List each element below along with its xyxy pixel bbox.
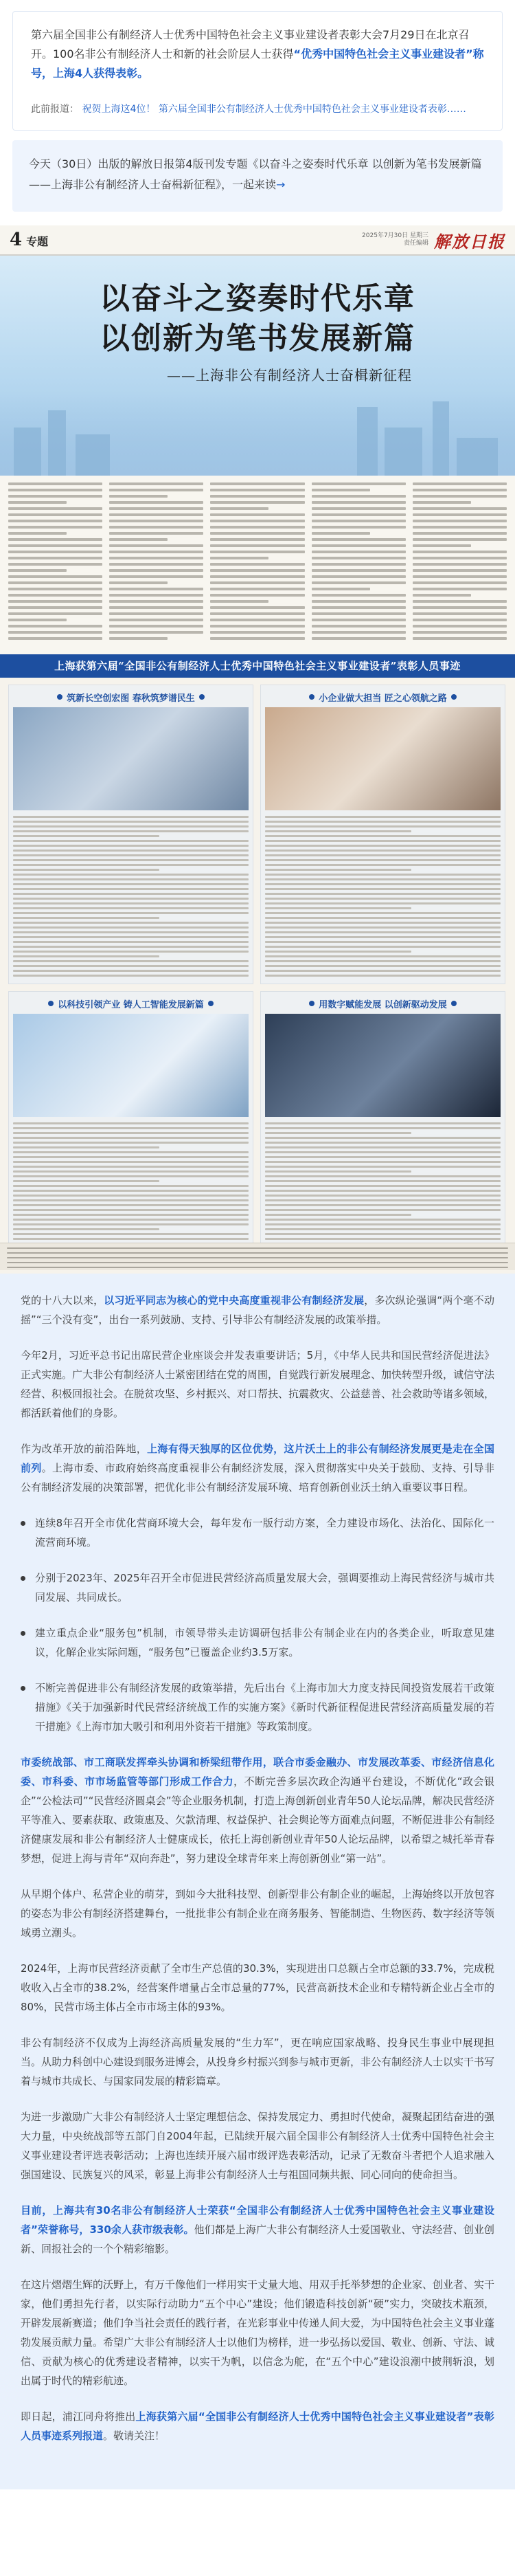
article-paragraph: 从早期个体户、私营企业的萌芽，到如今大批科技型、创新型非公有制企业的崛起，上海始终以开放包容的姿态为非公有制经济搭建舞台，一批批非公有制企业在商务服务、智能制造、生物医药、数字经济等领域勇立潮头。 bbox=[21, 1888, 495, 1939]
newspaper-footer bbox=[0, 1243, 515, 1270]
awardee-card bbox=[260, 991, 505, 1267]
awardee-card bbox=[260, 685, 505, 984]
article-paragraph: 2024年，上海市民营经济贡献了全市生产总值的30.3%，实现进出口总额占全市总额的33.7%，完成税收收入占全市的38.2%，经营案件增量占全市总量的77%，民营高新技术企业和专精特新企业占全市的80%，民营市场主体占全市市场主体的93%。 bbox=[21, 1962, 494, 2013]
today-card bbox=[12, 140, 503, 212]
newspaper-page-image bbox=[0, 225, 515, 1270]
article-paragraph: 在这片熠熠生辉的沃野上，有万千像他们一样用实干丈量大地、用双手托举梦想的企业家、创业者、实干家，他们勇担先行者，以实际行动助力“五个中心”建设；他们锻造科技创新“硬”实力，突破技术瓶颈，开辟发展新赛道；他们争当社会责任的践行者，在光彩事业中传递人间大爱，为中国特色社会主义事业蓬勃发展贡献力量。希望广大非公有制经济人士以他们为榜样，进一步弘扬以爱国、敬业、创新、守法、诚信、贡献为核心的优秀建设者精神，以实干为帆，以信念为舵，在“五个中心”建设浪潮中披荆斩浪，划出属于时代的精彩航迹。 bbox=[21, 2278, 495, 2387]
dateline: 2025年7月30日 星期三 责任编辑 bbox=[362, 232, 428, 247]
article-body bbox=[0, 1270, 515, 2489]
list-item: 连续8年召开全市优化营商环境大会，每年发布一版行动方案，全力建设市场化、法治化、国际化一流营商环境。 bbox=[21, 1513, 494, 1552]
list-item: 不断完善促进非公有制经济发展的政策举措，先后出台《上海市加大力度支持民间投资发展若干政策措施》《关于加强新时代民营经济统战工作的实施方案》《新时代新征程促进民营经济高质量发展的若干措施》《上海市加大吸引和利用外资若干措施》等政策制度。 bbox=[21, 1678, 494, 1736]
arrow-right-icon: → bbox=[276, 178, 286, 191]
article-paragraph: 党的十八大以来，以习近平同志为核心的党中央高度重视非公有制经济发展，多次纵论强调“两个毫不动摇”“三个没有变”，出台一系列鼓励、支持、引导非公有制经济发展的政策举措。 bbox=[21, 1294, 494, 1326]
awardee-photo bbox=[13, 1014, 249, 1117]
awardee-caption: 小企业做大担当 匠之心领航之路 bbox=[319, 693, 447, 704]
page-number: 4 专题 bbox=[10, 230, 49, 250]
article-paragraph: 即日起，浦江同舟将推出上海获第六届“全国非公有制经济人士优秀中国特色社会主义事业建设者”表彰人员事迹系列报道。敬请关注！ bbox=[21, 2410, 494, 2442]
headline-hero bbox=[0, 256, 515, 476]
article-paragraph: 目前，上海共有30名非公有制经济人士荣获“全国非公有制经济人士优秀中国特色社会主义事业建设者”荣誉称号，330余人获市级表彰。他们都是上海广大非公有制经济人士爱国敬业、守法经营、创业创新、回报社会的一个个精彩缩影。 bbox=[21, 2204, 494, 2255]
intro-card bbox=[12, 11, 503, 131]
newspaper-header bbox=[0, 225, 515, 256]
awardee-photo bbox=[265, 707, 501, 810]
awardee-caption: 以科技引领产业 铸人工智能发展新篇 bbox=[58, 999, 204, 1010]
awardee-caption: 筑新长空创宏图 春秋筑梦谱民生 bbox=[67, 693, 195, 704]
lead-text-columns bbox=[0, 476, 515, 654]
awardees-photo-grid bbox=[0, 678, 515, 1274]
skyline-decoration bbox=[0, 400, 515, 476]
awardee-card bbox=[8, 991, 253, 1267]
newspaper-logo: 解放日报 bbox=[434, 231, 505, 252]
previous-reports-label: 此前报道： bbox=[31, 104, 79, 115]
awardee-photo bbox=[13, 707, 249, 810]
article-paragraph: 作为改革开放的前沿阵地，上海有得天独厚的区位优势，这片沃土上的非公有制经济发展更是走在全国前列。上海市委、市政府始终高度重视非公有制经济发展，深入贯彻落实中央关于鼓励、支持、引导非公有制经济发展的决策部署，把优化非公有制经济发展环境、培育创新创业沃土纳入重要议事日程。 bbox=[21, 1443, 494, 1494]
awardee-photo bbox=[265, 1014, 501, 1117]
bullet-icon bbox=[21, 1521, 25, 1526]
previous-report-link-2[interactable]: 第六届全国非公有制经济人士优秀中国特色社会主义事业建设者表彰…… bbox=[158, 104, 466, 115]
awardees-banner: 上海获第六届“全国非公有制经济人士优秀中国特色社会主义事业建设者”表彰人员事迹 bbox=[0, 654, 515, 678]
list-item: 建立重点企业“服务包”机制，市领导带头走访调研包括非公有制企业在内的各类企业，听取意见建议，化解企业实际问题，“服务包”已覆盖企业约3.5万家。 bbox=[21, 1623, 494, 1662]
article-paragraph: 为进一步激励广大非公有制经济人士坚定理想信念、保持发展定力、勇担时代使命，凝聚起团结奋进的强大力量，中央统战部等五部门自2004年起，已陆续开展六届全国非公有制经济人士优秀中国特色社会主义事业建设者评选表彰活动；上海也连续开展六届市级评选表彰活动，记录了无数奋斗者把个人追求融入强国建设、民族复兴的风采，彰显上海非公有制经济人士与祖国同频共振、同心同向的使命担当。 bbox=[21, 2111, 495, 2181]
masthead bbox=[362, 228, 505, 252]
awardee-card bbox=[8, 685, 253, 984]
today-text: 今天（30日）出版的解放日报第4版刊发专题《以奋斗之姿奏时代乐章 以创新为笔书发展新篇——上海非公有制经济人士奋楫新征程》，一起来读 bbox=[29, 157, 482, 191]
intro-paragraph: 第六届全国非公有制经济人士优秀中国特色社会主义事业建设者表彰大会7月29日在北京召开。100名非公有制经济人士和新的社会阶层人士获得“优秀中国特色社会主义事业建设者”称号，上海4人获得表彰。 bbox=[31, 28, 484, 80]
article-paragraph: 非公有制经济不仅成为上海经济高质量发展的“生力军”，更在响应国家战略、投身民生事业中展现担当。从助力科创中心建设到服务进博会，从投身乡村振兴到参与城市更新，非公有制经济人士以实干书写着与城市共成长、与国家同发展的精彩篇章。 bbox=[21, 2036, 495, 2087]
bullet-icon bbox=[21, 1631, 25, 1636]
headline-subtitle: ——上海非公有制经济人士奋楫新征程 bbox=[167, 367, 412, 384]
bullet-icon bbox=[21, 1576, 25, 1581]
previous-reports bbox=[31, 101, 484, 118]
bullet-icon bbox=[21, 1686, 25, 1691]
article-paragraph: 今年2月，习近平总书记出席民营企业座谈会并发表重要讲话；5月，《中华人民共和国民营经济促进法》正式实施。广大非公有制经济人士紧密团结在党的周围，自觉践行新发展理念、加快转型升级，诚信守法经营、积极回报社会。在脱贫攻坚、乡村振兴、对口帮扶、抗震救灾、公益慈善、社会救助等诸多领域，都活跃着他们的身影。 bbox=[21, 1349, 495, 1419]
list-item: 分别于2023年、2025年召开全市促进民营经济高质量发展大会，强调要推动上海民营经济与城市共同发展、共同成长。 bbox=[21, 1568, 494, 1607]
previous-report-link-1[interactable]: 祝贺上海这4位！ bbox=[82, 104, 156, 115]
headline-title: 以奋斗之姿奏时代乐章 以创新为笔书发展新篇 bbox=[100, 281, 415, 356]
article-paragraph: 市委统战部、市工商联发挥牵头协调和桥梁纽带作用，联合市委金融办、市发展改革委、市经济信息化委、市科委、市市场监管等部门形成工作合力，不断完善多层次政企沟通平台建设，不断优化“政会银企”“公检法司”“民营经济圆桌会”等企业服务机制，打造上海创新创业青年50人论坛品牌，解决民营经济平等准入、要素获取、政策惠及、欠款清理、权益保护、社会舆论等方面难点问题，不断促进非公有制经济健康发展和非公有制经济人士健康成长，依托上海创新创业青年50人论坛品牌，以希望之城托举青春梦想，促进上海与青年“双向奔赴”，努力建设全球青年来上海创新创业“第一站”。 bbox=[21, 1756, 495, 1865]
awardee-caption: 用数字赋能发展 以创新驱动发展 bbox=[319, 999, 447, 1010]
